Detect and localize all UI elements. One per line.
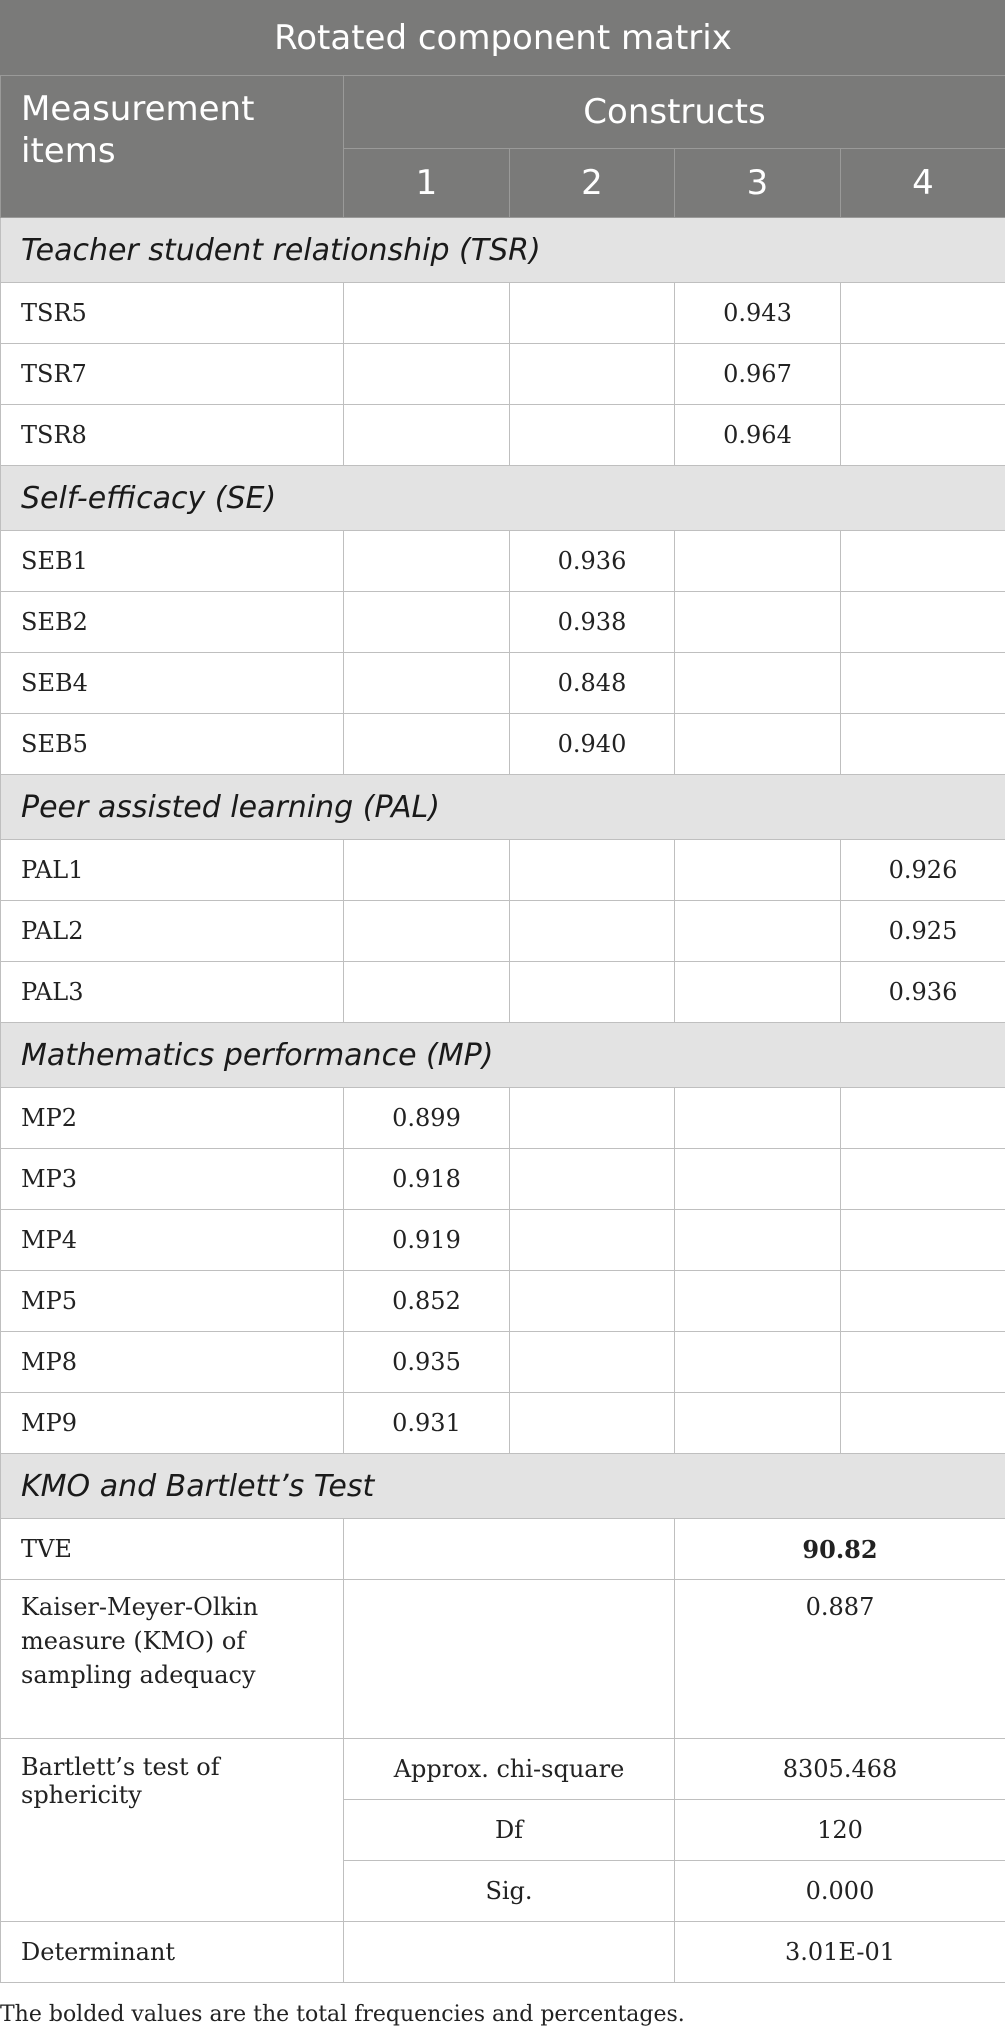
bartlett-stat: Approx. chi-square	[344, 1739, 675, 1800]
item-label: SEB2	[1, 592, 344, 653]
item-label: PAL3	[1, 962, 344, 1023]
loading-value: 0.918	[344, 1149, 510, 1210]
table-row	[1, 1332, 1005, 1393]
item-label: MP2	[1, 1088, 344, 1149]
item-label: TSR8	[1, 405, 344, 466]
bartlett-stat: Df	[344, 1800, 675, 1861]
section-title-kmo: KMO and Bartlett’s Test	[1, 1454, 1005, 1519]
loading-value: 0.940	[510, 714, 675, 775]
table-row	[1, 344, 1005, 405]
loading-value: 0.943	[675, 283, 841, 344]
column-header-1: 1	[344, 149, 510, 218]
item-label: PAL2	[1, 901, 344, 962]
item-label: MP4	[1, 1210, 344, 1271]
loading-value: 0.936	[510, 531, 675, 592]
item-label: SEB5	[1, 714, 344, 775]
kmo-label: Kaiser-Meyer-Olkin measure (KMO) of sampling adequacy	[1, 1580, 344, 1739]
table-row	[1, 901, 1005, 962]
loading-value: 0.852	[344, 1271, 510, 1332]
section-title-tsr: Teacher student relationship (TSR)	[1, 218, 1005, 283]
item-label: MP3	[1, 1149, 344, 1210]
table-row	[1, 405, 1005, 466]
bartlett-value: 0.000	[675, 1861, 1005, 1922]
table-row	[1, 1210, 1005, 1271]
item-label: SEB4	[1, 653, 344, 714]
table-footnote: The bolded values are the total frequencies and percentages.	[0, 2002, 685, 2027]
section-title-pal: Peer assisted learning (PAL)	[1, 775, 1005, 840]
loading-value: 0.964	[675, 405, 841, 466]
item-label: PAL1	[1, 840, 344, 901]
constructs-header: Constructs	[344, 76, 1005, 149]
section-title-mp: Mathematics performance (MP)	[1, 1023, 1005, 1088]
table-row	[1, 531, 1005, 592]
loading-value: 0.919	[344, 1210, 510, 1271]
item-label: MP9	[1, 1393, 344, 1454]
table-row	[1, 714, 1005, 775]
table-row	[1, 1088, 1005, 1149]
item-label: MP5	[1, 1271, 344, 1332]
item-label: TSR5	[1, 283, 344, 344]
bartlett-value: 8305.468	[675, 1739, 1005, 1800]
section-title-se: Self-efficacy (SE)	[1, 466, 1005, 531]
table-row	[1, 962, 1005, 1023]
table-row	[1, 283, 1005, 344]
table-row	[1, 1271, 1005, 1332]
loading-value: 0.899	[344, 1088, 510, 1149]
loading-value: 0.848	[510, 653, 675, 714]
loading-value: 0.935	[344, 1332, 510, 1393]
item-label: TSR7	[1, 344, 344, 405]
table-row	[1, 1739, 1005, 1800]
determinant-value: 3.01E-01	[675, 1922, 1005, 1983]
column-header-2: 2	[510, 149, 675, 218]
column-header-3: 3	[675, 149, 841, 218]
measurement-items-header: Measurement items	[1, 76, 344, 218]
loading-value: 0.967	[675, 344, 841, 405]
table-row	[1, 1519, 1005, 1580]
determinant-label: Determinant	[1, 1922, 344, 1983]
loading-value: 0.938	[510, 592, 675, 653]
bartlett-stat: Sig.	[344, 1861, 675, 1922]
kmo-value: 0.887	[675, 1580, 1005, 1739]
item-label: MP8	[1, 1332, 344, 1393]
table-row	[1, 1149, 1005, 1210]
loading-value: 0.931	[344, 1393, 510, 1454]
table-title: Rotated component matrix	[1, 1, 1005, 76]
table-row	[1, 1393, 1005, 1454]
loading-value: 0.925	[841, 901, 1005, 962]
table-row	[1, 1580, 1005, 1739]
table-row	[1, 840, 1005, 901]
bartlett-value: 120	[675, 1800, 1005, 1861]
table-row	[1, 1922, 1005, 1983]
table-row	[1, 653, 1005, 714]
tve-value: 90.82	[675, 1519, 1005, 1580]
tve-label: TVE	[1, 1519, 344, 1580]
column-header-4: 4	[841, 149, 1005, 218]
loading-value: 0.936	[841, 962, 1005, 1023]
loading-value: 0.926	[841, 840, 1005, 901]
item-label: SEB1	[1, 531, 344, 592]
table-row	[1, 592, 1005, 653]
bartlett-label: Bartlett’s test of sphericity	[1, 1739, 344, 1922]
